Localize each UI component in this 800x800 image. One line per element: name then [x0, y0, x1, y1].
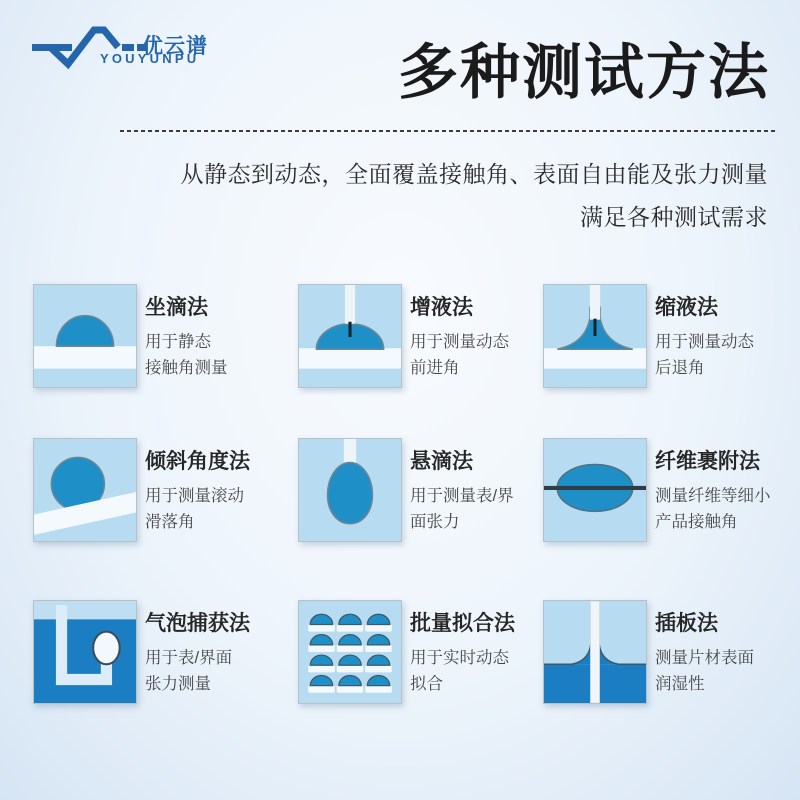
methods-grid: [0, 284, 800, 714]
method-item: [298, 284, 560, 394]
method-item: [33, 284, 295, 394]
page-title: 多种测试方法: [398, 38, 770, 108]
method-title: 气泡捕获法: [145, 612, 250, 635]
method-desc-line1: 用于表/界面: [145, 649, 233, 667]
method-item: [298, 600, 560, 710]
method-desc-line2: 拟合: [410, 675, 443, 693]
method-desc-line1: 测量片材表面: [655, 649, 754, 667]
method-desc-line1: 用于测量动态: [410, 333, 509, 351]
method-desc-line2: 接触角测量: [145, 359, 228, 377]
logo: [0, 0, 260, 80]
method-item: [543, 438, 800, 548]
method-title: 批量拟合法: [410, 612, 515, 635]
sessile-drop-icon: [33, 284, 137, 388]
method-item: [33, 438, 295, 548]
method-title: 增液法: [410, 296, 473, 319]
method-item: [543, 284, 800, 394]
fiber-wrap-icon: [543, 438, 647, 542]
batch-fit-icon: [298, 600, 402, 704]
method-title: 缩液法: [655, 296, 718, 319]
method-item: [33, 600, 295, 710]
pendant-drop-icon: [298, 438, 402, 542]
method-title: 悬滴法: [410, 450, 473, 473]
plate-insert-icon: [543, 600, 647, 704]
add-liquid-icon: [298, 284, 402, 388]
method-title: 纤维裹附法: [655, 450, 760, 473]
method-desc-line2: 产品接触角: [655, 513, 738, 531]
method-desc-line1: 用于测量表/界: [410, 487, 514, 505]
method-item: [298, 438, 560, 548]
method-desc-line1: 测量纤维等细小: [655, 487, 771, 505]
logo-english-name: YOUYUNPU: [100, 51, 200, 66]
method-desc-line1: 用于静态: [145, 333, 211, 351]
recede-liquid-icon: [543, 284, 647, 388]
tilt-angle-icon: [33, 438, 137, 542]
method-desc-line2: 润湿性: [655, 675, 705, 693]
method-title: 插板法: [655, 612, 718, 635]
method-desc-line1: 用于实时动态: [410, 649, 509, 667]
dashed-divider: [120, 130, 775, 132]
subtitle-line1: 从静态到动态，全面覆盖接触角、表面自由能及张力测量: [180, 161, 768, 187]
captive-bubble-icon: [33, 600, 137, 704]
method-desc-line2: 张力测量: [145, 675, 211, 693]
method-desc-line1: 用于测量滚动: [145, 487, 244, 505]
method-desc-line2: 滑落角: [145, 513, 195, 531]
method-item: [543, 600, 800, 710]
method-desc-line2: 后退角: [655, 359, 705, 377]
subtitle-line2: 满足各种测试需求: [580, 204, 768, 230]
method-title: 倾斜角度法: [145, 450, 250, 473]
method-desc-line1: 用于测量动态: [655, 333, 754, 351]
logo-chinese-name: 优云谱: [142, 35, 208, 58]
method-desc-line2: 面张力: [410, 513, 460, 531]
method-title: 坐滴法: [145, 296, 208, 319]
method-desc-line2: 前进角: [410, 359, 460, 377]
